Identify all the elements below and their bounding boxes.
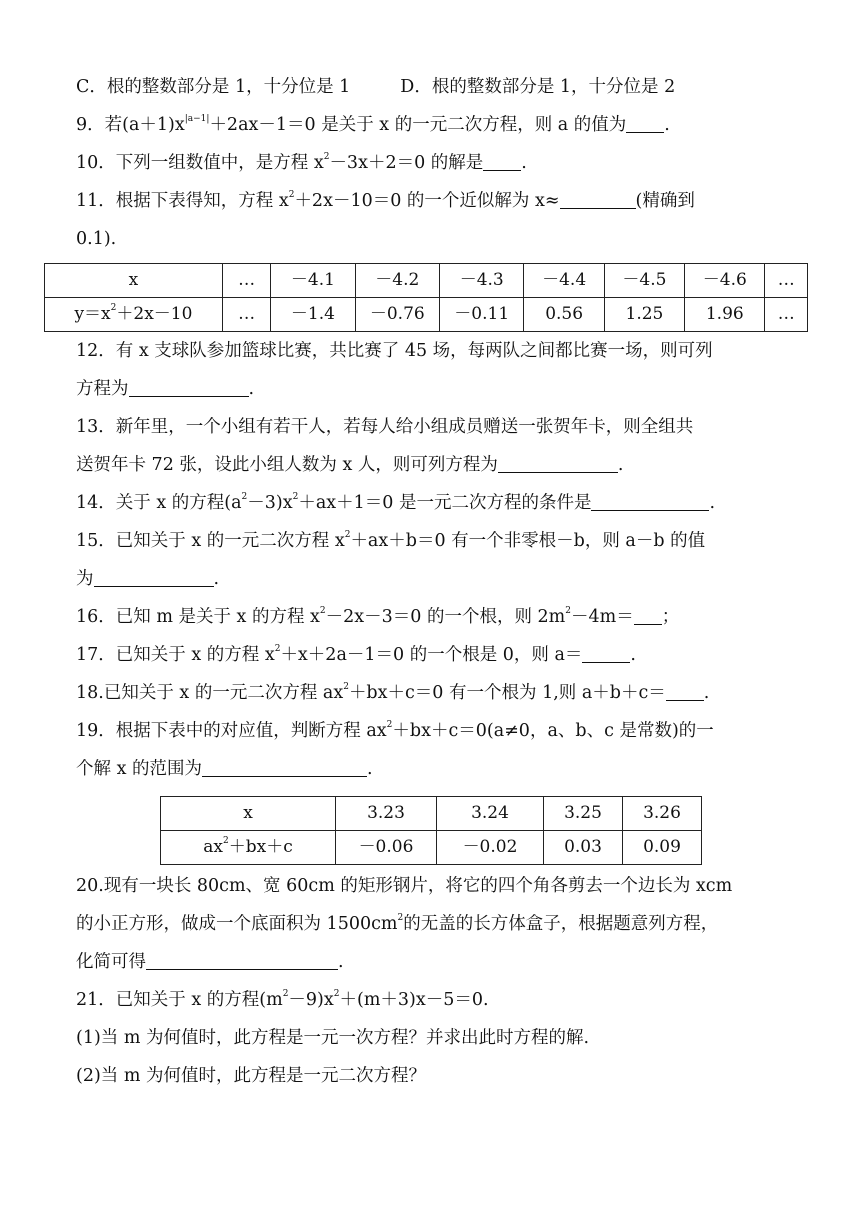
answer-blank[interactable] [666, 676, 704, 701]
answer-blank[interactable] [146, 945, 338, 970]
question-9: 9．若$(a+1)x^{|a-1|}+2ax-1=0$ 是关于 x 的一元二次方程，则 a 的值为 . [76, 106, 784, 144]
table-row: $ax^2+bx+c$ －0.06 －0.02 0.03 0.09 [161, 831, 702, 865]
question-16: 16．已知 m 是关于 x 的方程 $x^2-2x-3=0$ 的一个根，则 $2m^2-4m=$ ； [76, 598, 784, 636]
question-12-line2: 方程为 . [76, 370, 784, 408]
table-row: $y=x^2+2x-10$ … －1.4 －0.76 －0.11 0.56 1.25 1.96 … [45, 298, 808, 332]
answer-blank[interactable] [498, 448, 618, 473]
answer-blank[interactable] [582, 638, 630, 663]
answer-blank[interactable] [129, 372, 249, 397]
value-table-2 [160, 796, 702, 865]
question-13: 13．新年里，一个小组有若干人，若每人给小组成员赠送一张贺年卡，则全组共 [76, 417, 694, 437]
question-20-line2: 的小正方形，做成一个底面积为 $1500cm^2$的无盖的长方体盒子，根据题意列方程， [76, 913, 719, 934]
answer-blank[interactable] [634, 600, 662, 625]
question-17: 17．已知关于 x 的方程 $x^2+x+2a-1=0$ 的一个根是 0，则 a＝ . [76, 636, 784, 674]
table-row: x … －4.1 －4.2 －4.3 －4.4 －4.5 －4.6 … [45, 264, 808, 298]
answer-blank[interactable] [483, 146, 521, 171]
question-15: 15．已知关于 x 的一元二次方程 $x^2+ax+b=0$ 有一个非零根－b，则 a－b 的值 [76, 530, 706, 551]
question-15-line2: 为 . [76, 560, 784, 598]
question-18: 18.已知关于 x 的一元二次方程 $ax^2+bx+c=0$ 有一个根为 1,则 a＋b＋c＝ . [76, 674, 784, 712]
question-19: 19．根据下表中的对应值，判断方程 $ax^2+bx+c=0(a\ne 0$，a、b、c 是常数)的一 [76, 720, 714, 741]
question-20: 20.现有一块长 80cm、宽 60cm 的矩形钢片，将它的四个角各剪去一个边长为 xcm [76, 876, 733, 896]
answer-blank[interactable] [202, 752, 367, 777]
question-21-part1: (1)当 m 为何值时，此方程是一元一次方程？并求出此时方程的解. [76, 1028, 590, 1048]
question-10: 10．下列一组数值中，是方程 $x^2-3x+2=0$ 的解是 . [76, 144, 784, 182]
answer-blank[interactable] [591, 486, 709, 511]
answer-blank[interactable] [560, 184, 636, 209]
question-14: 14．关于 x 的方程$(a^2-3)x^2+ax+1=0$ 是一元二次方程的条件是 . [76, 484, 784, 522]
question-11: 11．根据下表得知，方程 $x^2+2x-10=0$ 的一个近似解为 x≈ (精确到 [76, 182, 784, 220]
table-row: x 3.23 3.24 3.25 3.26 [161, 797, 702, 831]
option-d: D．根的整数部分是 1，十分位是 2 [400, 77, 676, 97]
question-21-part2: (2)当 m 为何值时，此方程是一元二次方程？ [76, 1066, 427, 1086]
question-11-line2: 0.1). [76, 229, 117, 249]
option-c: C．根的整数部分是 1，十分位是 1 [76, 77, 351, 97]
value-table-1 [44, 263, 808, 332]
question-21: 21．已知关于 x 的方程$(m^2-9)x^2+(m+3)x-5=0$. [76, 989, 489, 1010]
q8-options [76, 68, 784, 106]
question-19-line2: 个解 x 的范围为 . [76, 750, 784, 788]
question-13-line2: 送贺年卡 72 张，设此小组人数为 x 人，则可列方程为 . [76, 446, 784, 484]
answer-blank[interactable] [94, 562, 214, 587]
question-12: 12．有 x 支球队参加篮球比赛，共比赛了 45 场，每两队之间都比赛一场，则可列 [76, 341, 713, 361]
answer-blank[interactable] [626, 108, 664, 133]
question-20-line3: 化简可得 . [76, 943, 784, 981]
